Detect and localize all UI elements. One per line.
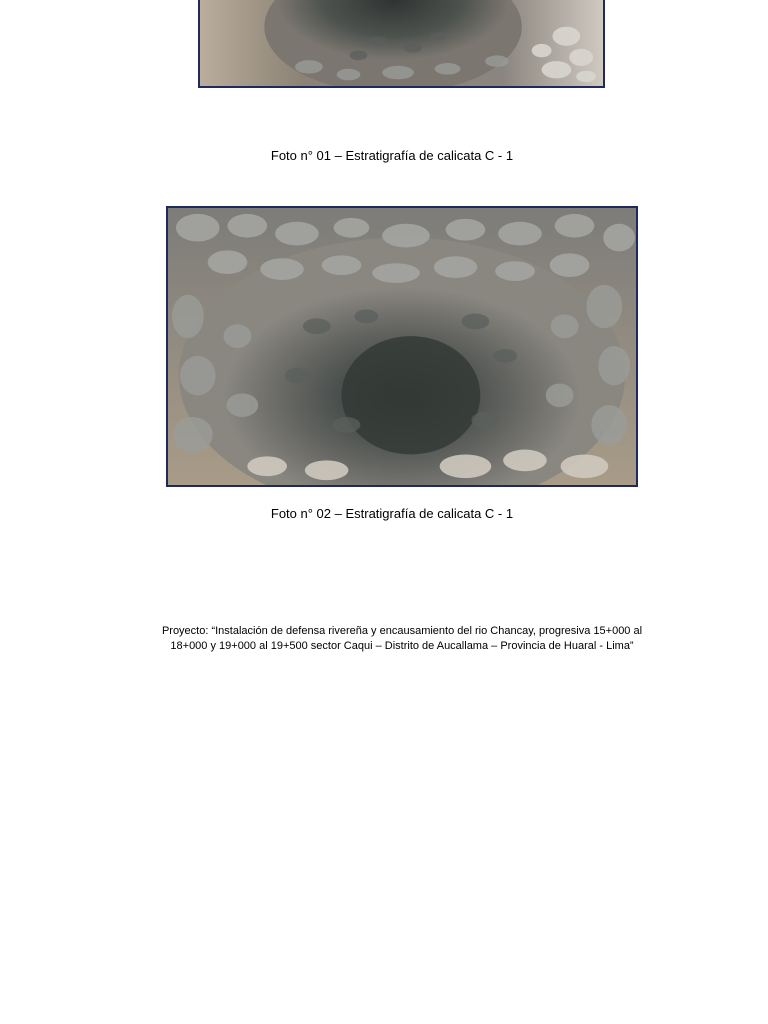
photo-2-caption: Foto n° 02 – Estratigrafía de calicata C - 1 <box>270 506 514 521</box>
test-pit-photo-1 <box>198 0 605 88</box>
test-pit-image-2 <box>168 208 636 485</box>
test-pit-photo-2 <box>166 206 638 487</box>
project-footer-line-2: 18+000 y 19+000 al 19+500 sector Caqui – Distrito de Aucallama – Provincia de Huaral - Lima” <box>170 640 634 652</box>
project-footer <box>140 624 664 654</box>
test-pit-image-1 <box>200 0 603 86</box>
photo-1-caption: Foto n° 01 – Estratigrafía de calicata C - 1 <box>270 148 514 163</box>
project-footer-line-1: Proyecto: “Instalación de defensa rivereña y encausamiento del rio Chancay, progresiva 15+000 al <box>161 625 643 637</box>
